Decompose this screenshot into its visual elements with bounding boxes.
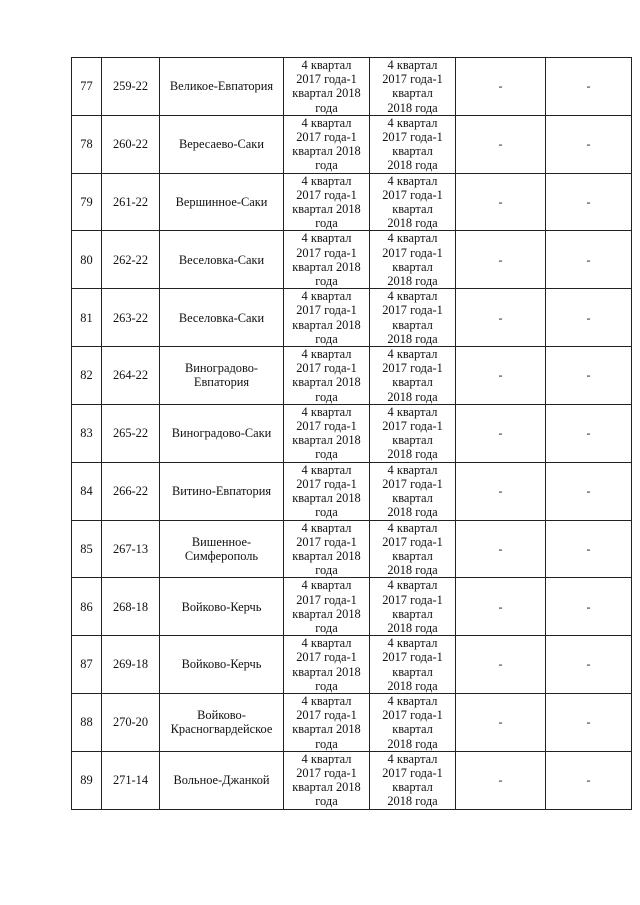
column-6-dash-cell: -	[456, 462, 546, 520]
period-start-line: квартал 2018	[292, 722, 361, 737]
column-7-dash-cell: -	[546, 231, 632, 289]
period-end-cell	[370, 347, 456, 405]
table-row	[72, 751, 632, 809]
period-start-line: 2017 года-1	[296, 361, 357, 376]
route-code-cell: 260-22	[102, 115, 160, 173]
period-start-line: 2017 года-1	[296, 187, 357, 202]
route-name-cell: Веселовка-Саки	[160, 231, 284, 289]
period-end-line: 4 квартал	[387, 173, 438, 188]
period-end-line: 2017 года-1	[382, 245, 443, 260]
period-end-cell	[370, 520, 456, 578]
route-code-cell: 259-22	[102, 58, 160, 116]
row-number-cell: 89	[72, 751, 102, 809]
route-code-cell: 267-13	[102, 520, 160, 578]
period-start-line: 2017 года-1	[296, 650, 357, 665]
period-start-line: квартал 2018	[292, 491, 361, 506]
period-end-line: 4 квартал	[387, 58, 438, 72]
period-end-line: квартал	[392, 722, 433, 737]
column-7-dash-cell: -	[546, 693, 632, 751]
column-6-dash-cell: -	[456, 173, 546, 231]
period-start-line: квартал 2018	[292, 202, 361, 217]
route-code-cell: 264-22	[102, 347, 160, 405]
period-start-cell	[284, 289, 370, 347]
row-number-cell: 85	[72, 520, 102, 578]
column-6-dash-cell: -	[456, 231, 546, 289]
period-end-line: квартал	[392, 491, 433, 506]
period-start-line: квартал 2018	[292, 664, 361, 679]
period-end-line: 2018 года	[387, 331, 438, 346]
period-end-line: 2017 года-1	[382, 708, 443, 723]
table-row	[72, 404, 632, 462]
period-start-line: 4 квартал	[301, 636, 352, 651]
route-code-cell: 263-22	[102, 289, 160, 347]
column-7-dash-cell: -	[546, 462, 632, 520]
period-start-line: года	[315, 620, 338, 635]
column-6-dash-cell: -	[456, 751, 546, 809]
period-start-line: 2017 года-1	[296, 592, 357, 607]
table-row	[72, 693, 632, 751]
period-start-line: 4 квартал	[301, 751, 352, 766]
period-start-line: квартал 2018	[292, 433, 361, 448]
period-end-line: квартал	[392, 375, 433, 390]
period-end-line: квартал	[392, 664, 433, 679]
period-start-line: года	[315, 794, 338, 809]
period-end-cell	[370, 404, 456, 462]
period-start-cell	[284, 115, 370, 173]
column-6-dash-cell: -	[456, 404, 546, 462]
routes-table	[71, 57, 632, 810]
period-start-line: квартал 2018	[292, 375, 361, 390]
row-number-cell: 88	[72, 693, 102, 751]
period-end-cell	[370, 636, 456, 694]
row-number-cell: 79	[72, 173, 102, 231]
period-start-cell	[284, 578, 370, 636]
column-7-dash-cell: -	[546, 289, 632, 347]
route-code-cell: 269-18	[102, 636, 160, 694]
table-row	[72, 347, 632, 405]
period-end-line: 2017 года-1	[382, 361, 443, 376]
column-7-dash-cell: -	[546, 636, 632, 694]
period-start-line: 4 квартал	[301, 347, 352, 362]
route-name-cell: Вольное-Джанкой	[160, 751, 284, 809]
period-end-line: 2017 года-1	[382, 419, 443, 434]
column-6-dash-cell: -	[456, 693, 546, 751]
period-start-line: 2017 года-1	[296, 534, 357, 549]
period-start-line: года	[315, 563, 338, 578]
route-code-cell: 271-14	[102, 751, 160, 809]
period-end-cell	[370, 462, 456, 520]
table-row	[72, 289, 632, 347]
period-start-line: 4 квартал	[301, 404, 352, 419]
route-name-cell: Виноградово- Евпатория	[160, 347, 284, 405]
period-end-line: квартал	[392, 433, 433, 448]
route-code-cell: 262-22	[102, 231, 160, 289]
period-end-line: 4 квартал	[387, 751, 438, 766]
column-7-dash-cell: -	[546, 58, 632, 116]
period-end-line: 4 квартал	[387, 231, 438, 246]
period-start-cell	[284, 58, 370, 116]
column-6-dash-cell: -	[456, 115, 546, 173]
period-start-line: года	[315, 736, 338, 751]
route-name-cell: Великое-Евпатория	[160, 58, 284, 116]
column-7-dash-cell: -	[546, 115, 632, 173]
period-start-line: 4 квартал	[301, 289, 352, 304]
period-end-line: квартал	[392, 202, 433, 217]
route-name-cell: Войково-Керчь	[160, 636, 284, 694]
period-start-line: года	[315, 158, 338, 173]
period-start-cell	[284, 347, 370, 405]
period-start-line: 2017 года-1	[296, 708, 357, 723]
period-end-cell	[370, 751, 456, 809]
period-end-line: 2018 года	[387, 736, 438, 751]
column-7-dash-cell: -	[546, 404, 632, 462]
row-number-cell: 80	[72, 231, 102, 289]
period-end-line: 2018 года	[387, 563, 438, 578]
period-start-cell	[284, 520, 370, 578]
period-end-line: квартал	[392, 606, 433, 621]
period-end-line: 2017 года-1	[382, 650, 443, 665]
period-end-line: 2018 года	[387, 447, 438, 462]
period-end-cell	[370, 173, 456, 231]
period-end-line: 2018 года	[387, 158, 438, 173]
column-6-dash-cell: -	[456, 347, 546, 405]
table-body	[72, 58, 632, 810]
column-6-dash-cell: -	[456, 578, 546, 636]
period-end-line: 2017 года-1	[382, 534, 443, 549]
period-start-line: года	[315, 389, 338, 404]
column-7-dash-cell: -	[546, 347, 632, 405]
period-start-cell	[284, 404, 370, 462]
route-name-cell: Веселовка-Саки	[160, 289, 284, 347]
period-start-line: 4 квартал	[301, 462, 352, 477]
row-number-cell: 87	[72, 636, 102, 694]
period-start-line: года	[315, 447, 338, 462]
period-start-line: 2017 года-1	[296, 765, 357, 780]
route-name-cell: Витино-Евпатория	[160, 462, 284, 520]
column-7-dash-cell: -	[546, 173, 632, 231]
column-7-dash-cell: -	[546, 578, 632, 636]
period-end-line: 2017 года-1	[382, 187, 443, 202]
period-end-line: 4 квартал	[387, 636, 438, 651]
route-name-cell: Вересаево-Саки	[160, 115, 284, 173]
period-start-line: 2017 года-1	[296, 303, 357, 318]
period-end-line: 2018 года	[387, 274, 438, 289]
column-6-dash-cell: -	[456, 520, 546, 578]
period-end-line: 2017 года-1	[382, 592, 443, 607]
period-end-line: 2018 года	[387, 794, 438, 809]
period-start-cell	[284, 751, 370, 809]
period-end-cell	[370, 58, 456, 116]
table-row	[72, 578, 632, 636]
period-start-line: квартал 2018	[292, 144, 361, 159]
scan-margin-mark	[3, 818, 7, 832]
table-row	[72, 173, 632, 231]
period-end-line: 2017 года-1	[382, 765, 443, 780]
row-number-cell: 86	[72, 578, 102, 636]
table-row	[72, 231, 632, 289]
period-start-line: квартал 2018	[292, 780, 361, 795]
period-start-cell	[284, 693, 370, 751]
period-start-line: 4 квартал	[301, 173, 352, 188]
table-row	[72, 115, 632, 173]
period-start-line: 2017 года-1	[296, 419, 357, 434]
route-code-cell: 270-20	[102, 693, 160, 751]
period-end-line: квартал	[392, 317, 433, 332]
period-end-cell	[370, 578, 456, 636]
period-end-line: 2018 года	[387, 100, 438, 115]
row-number-cell: 83	[72, 404, 102, 462]
period-end-cell	[370, 115, 456, 173]
route-code-cell: 266-22	[102, 462, 160, 520]
period-end-line: 2018 года	[387, 505, 438, 520]
period-start-line: 2017 года-1	[296, 130, 357, 145]
period-start-line: 4 квартал	[301, 578, 352, 593]
period-end-line: 4 квартал	[387, 289, 438, 304]
period-start-cell	[284, 231, 370, 289]
route-name-cell: Войково- Красногвардейское	[160, 693, 284, 751]
route-code-cell: 268-18	[102, 578, 160, 636]
period-end-line: квартал	[392, 548, 433, 563]
row-number-cell: 82	[72, 347, 102, 405]
route-code-cell: 261-22	[102, 173, 160, 231]
period-end-line: 4 квартал	[387, 115, 438, 130]
period-end-line: 2017 года-1	[382, 303, 443, 318]
period-start-line: квартал 2018	[292, 548, 361, 563]
period-start-cell	[284, 636, 370, 694]
period-start-line: года	[315, 678, 338, 693]
period-start-line: года	[315, 100, 338, 115]
period-end-line: 4 квартал	[387, 347, 438, 362]
table-row	[72, 462, 632, 520]
period-end-cell	[370, 693, 456, 751]
period-end-cell	[370, 231, 456, 289]
period-start-line: года	[315, 331, 338, 346]
period-start-line: 4 квартал	[301, 58, 352, 72]
period-start-line: 4 квартал	[301, 115, 352, 130]
period-end-line: квартал	[392, 780, 433, 795]
route-code-cell: 265-22	[102, 404, 160, 462]
period-start-line: года	[315, 505, 338, 520]
period-end-cell	[370, 289, 456, 347]
period-start-line: 4 квартал	[301, 693, 352, 708]
period-end-line: квартал	[392, 86, 433, 101]
table-row	[72, 520, 632, 578]
route-name-cell: Войково-Керчь	[160, 578, 284, 636]
period-start-line: квартал 2018	[292, 606, 361, 621]
column-6-dash-cell: -	[456, 58, 546, 116]
table-row	[72, 58, 632, 116]
period-start-line: 4 квартал	[301, 520, 352, 535]
period-end-line: 2017 года-1	[382, 72, 443, 87]
period-end-line: 2018 года	[387, 216, 438, 231]
row-number-cell: 84	[72, 462, 102, 520]
route-name-cell: Вершинное-Саки	[160, 173, 284, 231]
period-end-line: 2018 года	[387, 620, 438, 635]
period-end-line: 4 квартал	[387, 693, 438, 708]
route-name-cell: Вишенное- Симферополь	[160, 520, 284, 578]
period-end-line: квартал	[392, 259, 433, 274]
period-end-line: 2017 года-1	[382, 476, 443, 491]
table-row	[72, 636, 632, 694]
period-start-line: квартал 2018	[292, 317, 361, 332]
period-end-line: квартал	[392, 144, 433, 159]
period-end-line: 2018 года	[387, 678, 438, 693]
period-start-line: года	[315, 274, 338, 289]
period-start-cell	[284, 173, 370, 231]
column-6-dash-cell: -	[456, 636, 546, 694]
period-end-line: 4 квартал	[387, 520, 438, 535]
period-end-line: 2018 года	[387, 389, 438, 404]
route-name-cell: Виноградово-Саки	[160, 404, 284, 462]
column-6-dash-cell: -	[456, 289, 546, 347]
column-7-dash-cell: -	[546, 520, 632, 578]
period-start-line: квартал 2018	[292, 86, 361, 101]
period-start-line: 4 квартал	[301, 231, 352, 246]
row-number-cell: 81	[72, 289, 102, 347]
period-start-line: 2017 года-1	[296, 72, 357, 87]
period-start-line: 2017 года-1	[296, 245, 357, 260]
row-number-cell: 78	[72, 115, 102, 173]
period-start-line: квартал 2018	[292, 259, 361, 274]
period-start-line: 2017 года-1	[296, 476, 357, 491]
column-7-dash-cell: -	[546, 751, 632, 809]
period-end-line: 4 квартал	[387, 404, 438, 419]
period-start-line: года	[315, 216, 338, 231]
period-end-line: 4 квартал	[387, 578, 438, 593]
period-end-line: 2017 года-1	[382, 130, 443, 145]
period-end-line: 4 квартал	[387, 462, 438, 477]
row-number-cell: 77	[72, 58, 102, 116]
period-start-cell	[284, 462, 370, 520]
